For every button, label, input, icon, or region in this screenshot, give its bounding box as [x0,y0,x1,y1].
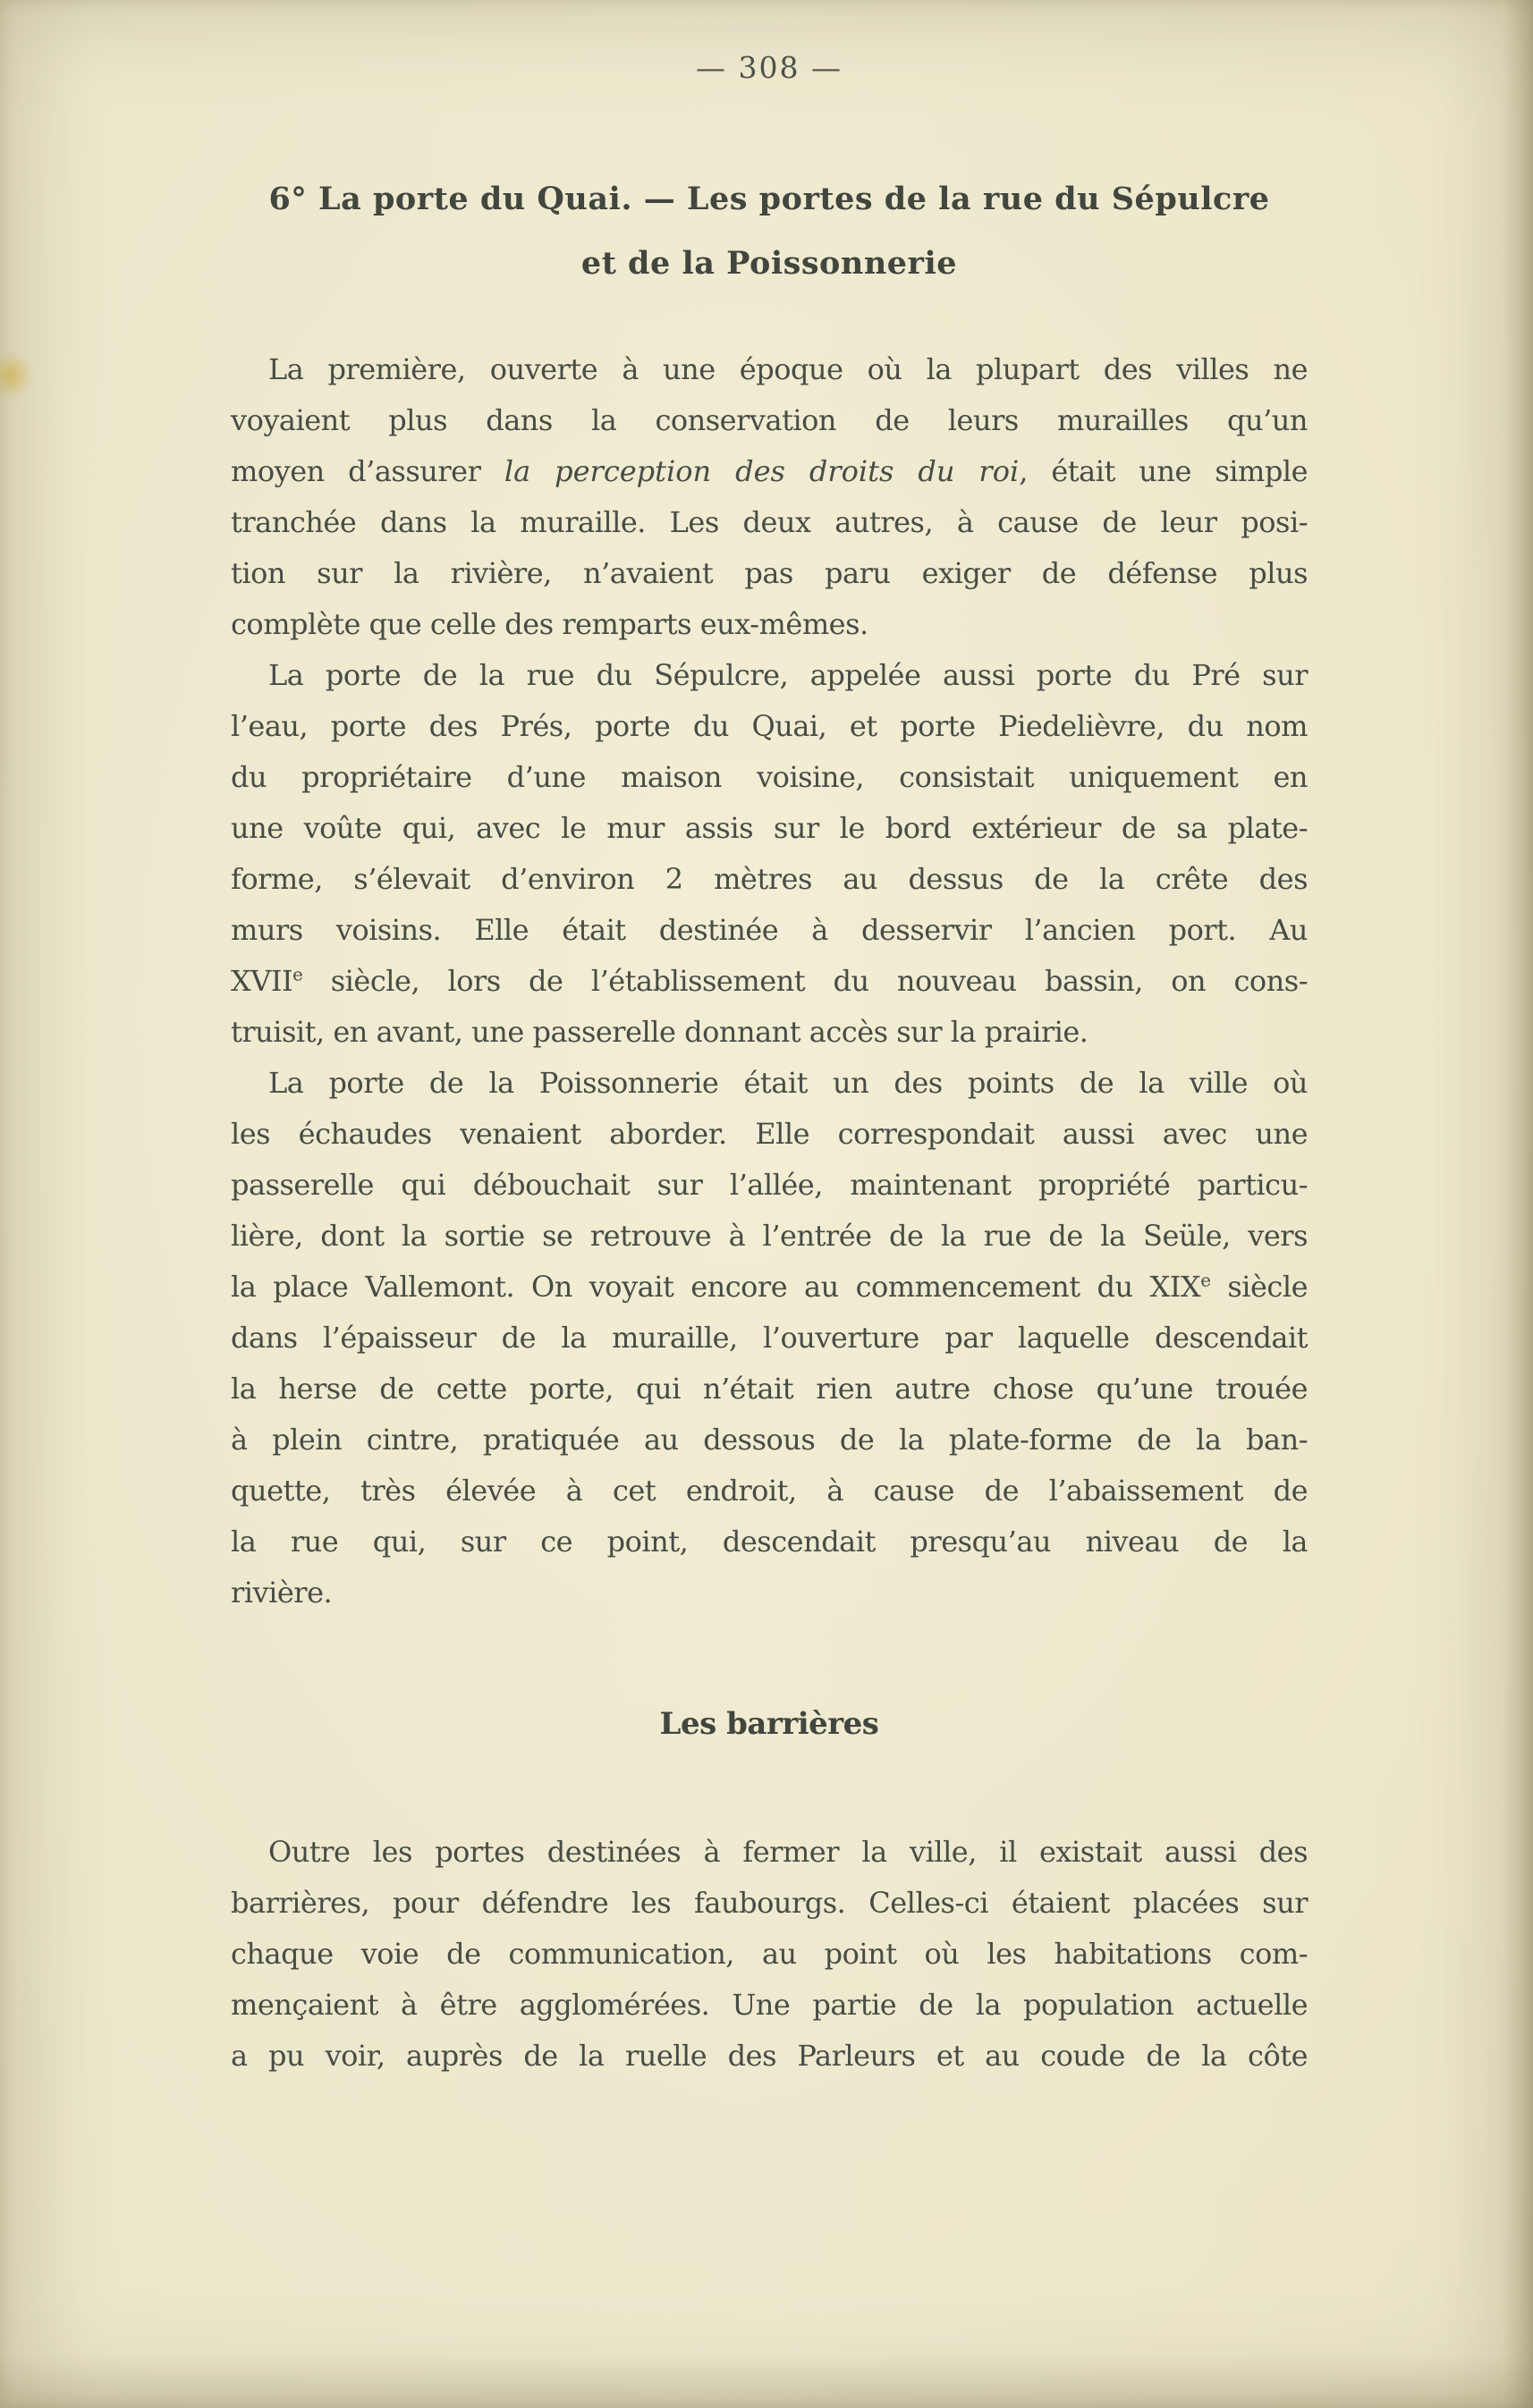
text-line: La porte de la Poissonnerie était un des points de la ville où [268,1066,1308,1100]
text-line: rivière. [231,1576,333,1610]
text-column [231,0,1308,2082]
text-line: dans l’épaisseur de la muraille, l’ouverture par laquelle descendait [231,1321,1308,1355]
paragraph-4 [231,1827,1308,2082]
chapter-heading [231,167,1308,296]
chapter-heading-line1: 6° La porte du Quai. — Les portes de la rue du Sépulcre [268,181,1270,217]
text-line: la herse de cette porte, qui n’était rien autre chose qu’une trouée [231,1372,1308,1406]
text-line: complète que celle des remparts eux-mêmes. [231,607,868,641]
text-line: une voûte qui, avec le mur assis sur le bord extérieur de sa plate- [231,811,1308,845]
paragraph-1 [231,344,1308,650]
text-line: la place Vallemont. On voyait encore au commencement du XIXe siècle [231,1270,1309,1304]
text-line: La première, ouverte à une époque où la plupart des villes ne [268,352,1308,386]
paper-stain [0,351,34,401]
text-line: moyen d’assurer la perception des droits du roi, était une simple [231,454,1309,488]
text-line: murs voisins. Elle était destinée à desservir l’ancien port. Au [231,913,1308,947]
body-text [231,344,1308,2082]
scan-edge-shadow-right [1503,0,1533,2408]
text-line: passerelle qui débouchait sur l’allée, maintenant propriété particu- [231,1168,1308,1202]
section-heading: Les barrières [659,1706,879,1742]
text-line: la rue qui, sur ce point, descendait presqu’au niveau de la [231,1525,1308,1559]
chapter-heading-line2: et de la Poissonnerie [580,245,958,282]
text-line: barrières, pour défendre les faubourgs. Celles-ci étaient placées sur [231,1886,1308,1920]
text-line: quette, très élevée à cet endroit, à cause de l’abaissement de [231,1474,1308,1508]
text-line: tranchée dans la muraille. Les deux autres, à cause de leur posi- [231,505,1308,539]
text-line: du propriétaire d’une maison voisine, consistait uniquement en [231,760,1308,794]
text-line: tion sur la rivière, n’avaient pas paru exiger de défense plus [231,556,1308,590]
paragraph-3 [231,1058,1308,1618]
text-line: La porte de la rue du Sépulcre, appelée aussi porte du Pré sur [268,658,1308,692]
text-line: mençaient à être agglomérées. Une partie de la population actuelle [231,1988,1308,2022]
text-line: truisit, en avant, une passerelle donnant accès sur la prairie. [231,1015,1088,1049]
text-line: voyaient plus dans la conservation de leurs murailles qu’un [231,403,1308,437]
text-line: les échaudes venaient aborder. Elle correspondait aussi avec une [231,1117,1308,1151]
text-line: chaque voie de communication, au point où les habitations com- [231,1937,1308,1971]
text-line: a pu voir, auprès de la ruelle des Parleurs et au coude de la côte [231,2039,1308,2073]
text-line: à plein cintre, pratiquée au dessous de la plate-forme de la ban- [231,1423,1308,1457]
text-line: Outre les portes destinées à fermer la ville, il existait aussi des [268,1835,1308,1869]
text-line: l’eau, porte des Prés, porte du Quai, et porte Piedelièvre, du nom [231,709,1308,743]
text-line: lière, dont la sortie se retrouve à l’entrée de la rue de la Seüle, vers [231,1219,1308,1253]
text-line: XVIIe siècle, lors de l’établissement du nouveau bassin, on cons- [231,964,1308,998]
scan-edge-shadow-bottom [0,2354,1533,2408]
paragraph-2 [231,650,1308,1058]
text-line: forme, s’élevait d’environ 2 mètres au dessus de la crête des [231,862,1308,896]
page-number: — 308 — [696,50,843,85]
